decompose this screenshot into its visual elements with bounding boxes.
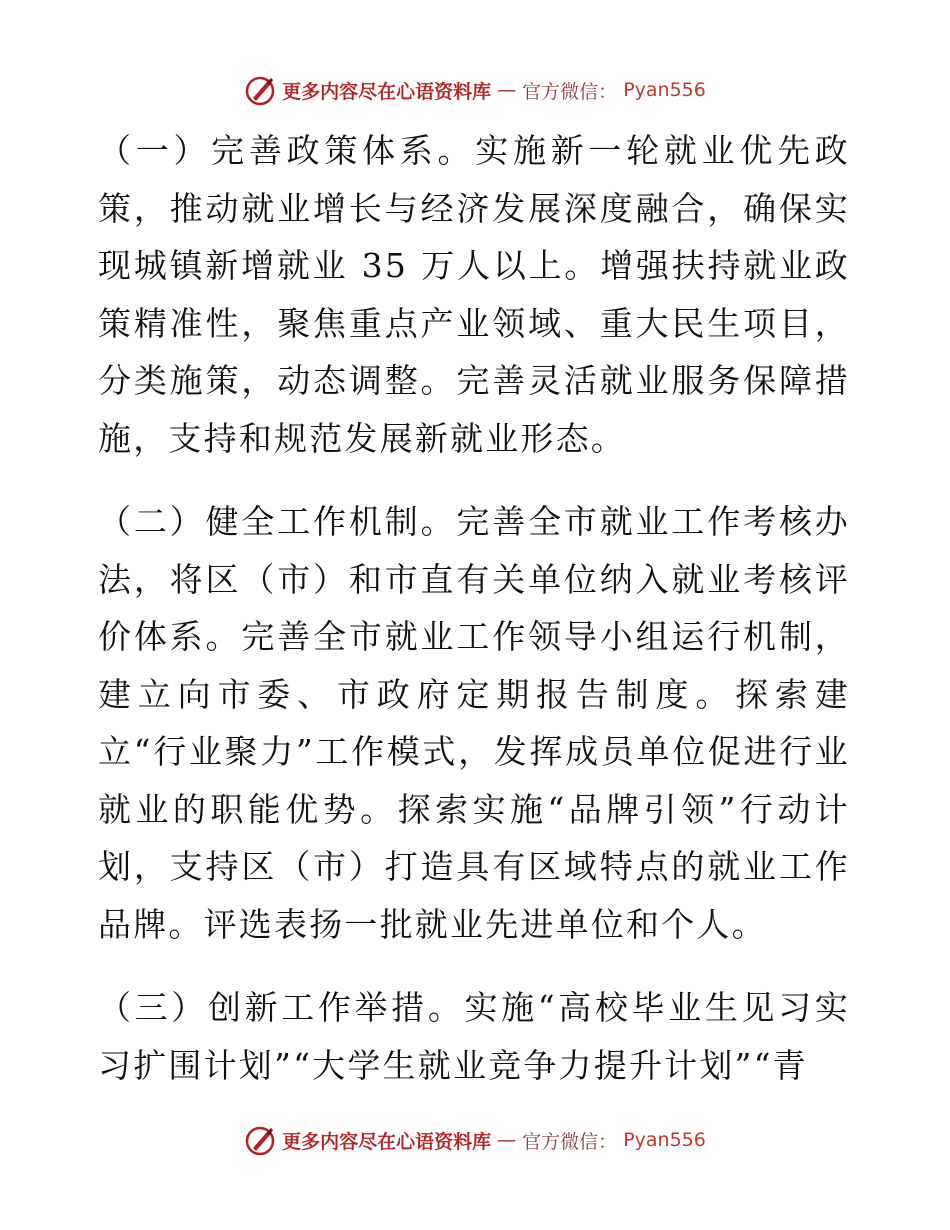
watermark-wechat-id: Pyan556: [623, 79, 706, 101]
watermark-wechat-label: 官方微信：: [522, 80, 618, 103]
header-watermark: [0, 74, 950, 106]
footer-watermark: [0, 1124, 950, 1156]
watermark-main-text: 更多内容尽在心语资料库: [282, 80, 492, 103]
paragraph-work-measures: （三）创新工作举措。实施“高校毕业生见习实习扩围计划”“大学生就业竞争力提升计划”“青: [98, 988, 850, 1085]
pen-logo-icon: [244, 74, 276, 106]
watermark-main-text: 更多内容尽在心语资料库: [282, 1130, 492, 1153]
paragraph-policy-system: （一）完善政策体系。实施新一轮就业优先政策，推动就业增长与经济发展深度融合，确保实现城镇新增就业 35 万人以上。增强扶持就业政策精准性，聚焦重点产业领域、重大民生项目，分类施策，动态调整。完善灵活就业服务保障措施，支持和规范发展新就业形态。: [98, 131, 850, 458]
watermark-separator: —: [497, 79, 517, 101]
watermark-wechat-label: 官方微信：: [522, 1130, 618, 1153]
watermark-separator: —: [497, 1129, 517, 1151]
pen-logo-icon: [244, 1124, 276, 1156]
watermark-wechat-id: Pyan556: [623, 1129, 706, 1151]
paragraph-work-mechanism: （二）健全工作机制。完善全市就业工作考核办法，将区（市）和市直有关单位纳入就业考核评价体系。完善全市就业工作领导小组运行机制，建立向市委、市政府定期报告制度。探索建立“行业聚力”工作模式，发挥成员单位促进行业就业的职能优势。探索实施“品牌引领”行动计划，支持区（市）打造具有区域特点的就业工作品牌。评选表扬一批就业先进单位和个人。: [98, 502, 850, 944]
document-body: [98, 122, 850, 1094]
